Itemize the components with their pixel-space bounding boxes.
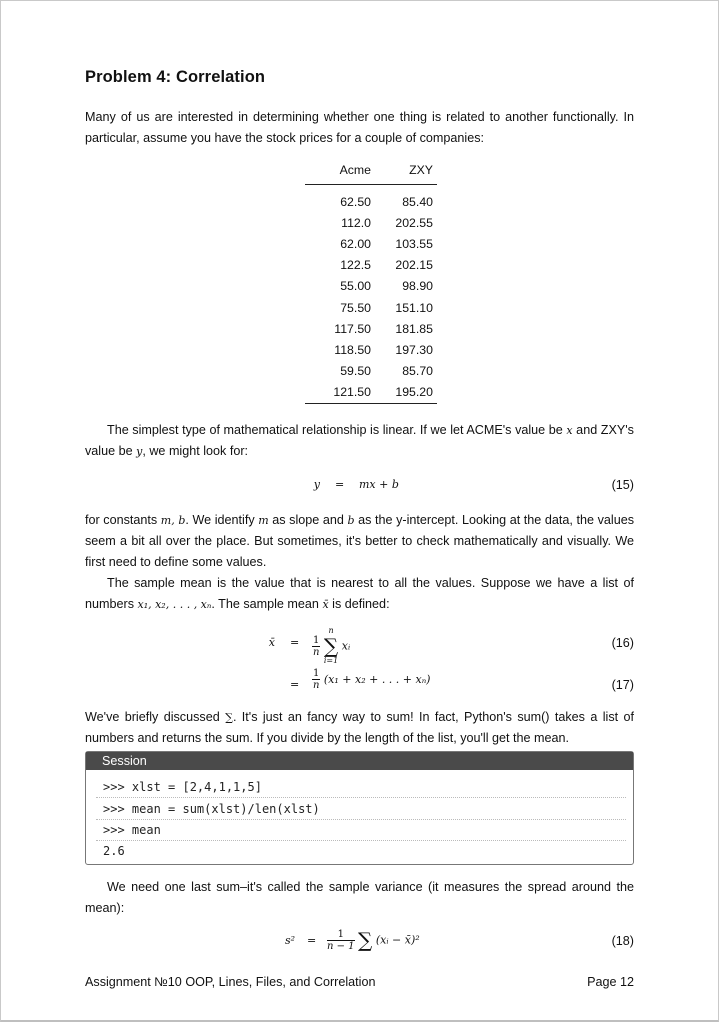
session-title: Session bbox=[86, 752, 633, 770]
text-run: , we might look for: bbox=[142, 444, 249, 458]
table-row bbox=[305, 276, 437, 297]
eq18-frac-den: n − 1 bbox=[327, 940, 355, 952]
eq15-number: (15) bbox=[611, 478, 634, 492]
mean-paragraph bbox=[85, 573, 634, 615]
eq18-equals: = bbox=[307, 934, 317, 947]
equation-18 bbox=[85, 928, 634, 960]
math-m: m bbox=[258, 514, 269, 527]
text-run: . It's just an fancy way to sum! In fact, Python's sum() takes a list of numbers and returns the sum. If you divide by the length of the list, you'll get the mean. bbox=[85, 710, 634, 745]
eq18-term: (xᵢ − x̄)² bbox=[375, 933, 420, 947]
linear-paragraph bbox=[85, 420, 634, 462]
eq18-sigma: ∑ bbox=[358, 928, 373, 952]
acme-cell: 117.50 bbox=[334, 321, 371, 336]
zxy-cell: 197.30 bbox=[395, 342, 433, 357]
eq17-equals: = bbox=[290, 678, 300, 691]
stock-price-table bbox=[305, 158, 437, 404]
eq16-term: xᵢ bbox=[341, 639, 351, 653]
eq16-lower-limit: i=1 bbox=[323, 656, 339, 665]
equation-17 bbox=[85, 668, 634, 702]
eq16-rhs bbox=[312, 626, 350, 666]
text-run: for constants bbox=[85, 513, 161, 527]
eq16-frac-num: 1 bbox=[313, 634, 320, 646]
zxy-cell: 202.55 bbox=[395, 215, 433, 230]
variance-paragraph: We need one last sum–it's called the sample variance (it measures the spread around the mean): bbox=[85, 880, 634, 915]
acme-cell: 112.0 bbox=[341, 215, 371, 230]
text-run: The simplest type of mathematical relationship is linear. If we let ACME's value be bbox=[107, 423, 567, 437]
constants-paragraph bbox=[85, 510, 634, 573]
session-line: >>> mean = sum(xlst)/len(xlst) bbox=[103, 802, 320, 816]
eq18-fraction bbox=[327, 929, 355, 952]
table-row bbox=[305, 233, 437, 254]
table-row bbox=[305, 297, 437, 318]
table-header-row bbox=[305, 158, 437, 185]
session-output: 2.6 bbox=[103, 844, 125, 858]
table-row bbox=[305, 185, 437, 213]
math-m-b: m, b bbox=[160, 514, 186, 527]
acme-cell: 122.5 bbox=[340, 258, 371, 273]
eq15-rhs: mx + b bbox=[359, 478, 399, 491]
session-separator bbox=[96, 840, 626, 841]
eq16-summation bbox=[324, 626, 338, 666]
math-b: b bbox=[347, 514, 355, 527]
eq18-number: (18) bbox=[611, 934, 634, 948]
intro-paragraph: Many of us are interested in determining whether one thing is related to another functionally. In particular, assume you have the stock prices for a couple of companies: bbox=[85, 110, 634, 145]
zxy-cell: 98.90 bbox=[402, 279, 433, 294]
zxy-cell: 85.40 bbox=[402, 194, 433, 209]
acme-cell: 118.50 bbox=[334, 342, 371, 357]
footer-page-number: Page 12 bbox=[587, 975, 634, 989]
math-xbar: x̄ bbox=[322, 598, 329, 611]
eq17-frac-den: n bbox=[312, 680, 320, 691]
eq17-number: (17) bbox=[611, 678, 634, 692]
column-header-acme: Acme bbox=[339, 163, 371, 177]
eq16-sigma: ∑ bbox=[323, 634, 339, 658]
text-run: as slope and bbox=[268, 513, 348, 527]
zxy-cell: 85.70 bbox=[402, 364, 433, 379]
equation-15 bbox=[85, 478, 634, 498]
eq16-equals: = bbox=[290, 636, 300, 649]
zxy-cell: 181.85 bbox=[395, 321, 433, 336]
text-run: . The sample mean bbox=[211, 597, 323, 611]
math-sigma: ∑ bbox=[225, 711, 233, 724]
zxy-cell: 151.10 bbox=[395, 300, 433, 315]
acme-cell: 75.50 bbox=[340, 300, 371, 315]
footer-assignment-title: Assignment №10 OOP, Lines, Files, and Correlation bbox=[85, 975, 376, 989]
eq17-expression: (x₁ + x₂ + . . . + xₙ) bbox=[323, 673, 431, 686]
zxy-cell: 103.55 bbox=[395, 236, 433, 251]
table-row bbox=[305, 339, 437, 360]
eq15-equals: = bbox=[335, 478, 345, 491]
table-row bbox=[305, 212, 437, 233]
eq18-frac-num: 1 bbox=[327, 929, 355, 941]
math-x: x bbox=[566, 424, 573, 437]
table-row bbox=[305, 255, 437, 276]
eq16-frac-den: n bbox=[312, 646, 320, 658]
session-box bbox=[85, 751, 634, 865]
session-separator bbox=[96, 819, 626, 820]
zxy-cell: 195.20 bbox=[395, 385, 433, 400]
text-run: The sample mean is the value that is nearest to all the values. Suppose we have a list of numbers bbox=[85, 576, 634, 611]
eq17-rhs bbox=[312, 668, 430, 691]
eq15-lhs: y bbox=[313, 478, 320, 491]
eq18-rhs bbox=[327, 928, 420, 952]
eq16-lhs: x̄ bbox=[268, 636, 275, 649]
session-separator bbox=[96, 797, 626, 798]
session-line: >>> xlst = [2,4,1,1,5] bbox=[103, 780, 262, 794]
text-run: as the y-intercept. Looking at the data, the values seem a bit all over the place. But sometimes, it's better to check mathematically and visually. We first need to define some values. bbox=[85, 513, 635, 569]
acme-cell: 62.50 bbox=[340, 194, 371, 209]
acme-cell: 59.50 bbox=[340, 364, 371, 379]
math-number-list: x₁, x₂, . . . , xₙ bbox=[137, 598, 212, 611]
zxy-cell: 202.15 bbox=[395, 258, 433, 273]
table-row bbox=[305, 318, 437, 339]
acme-cell: 55.00 bbox=[340, 279, 371, 294]
session-line: >>> mean bbox=[103, 823, 161, 837]
eq16-upper-limit: n bbox=[328, 626, 334, 635]
text-run: We've briefly discussed bbox=[85, 710, 226, 724]
eq18-lhs: s² bbox=[284, 934, 295, 947]
text-run: is defined: bbox=[328, 597, 390, 611]
table-row bbox=[305, 382, 437, 404]
table-row bbox=[305, 361, 437, 382]
column-header-zxy: ZXY bbox=[409, 163, 433, 177]
eq16-fraction bbox=[312, 635, 320, 658]
sum-paragraph bbox=[85, 707, 634, 749]
acme-cell: 62.00 bbox=[340, 236, 371, 251]
eq17-frac-num: 1 bbox=[313, 668, 320, 679]
eq17-fraction bbox=[312, 668, 320, 691]
problem-heading: Problem 4: Correlation bbox=[85, 68, 266, 86]
acme-cell: 121.50 bbox=[333, 385, 371, 400]
text-run: and ZXY's value be bbox=[85, 423, 634, 458]
math-y: y bbox=[136, 445, 143, 458]
text-run: . We identify bbox=[185, 513, 259, 527]
eq16-number: (16) bbox=[611, 636, 634, 650]
equation-16 bbox=[85, 624, 634, 668]
